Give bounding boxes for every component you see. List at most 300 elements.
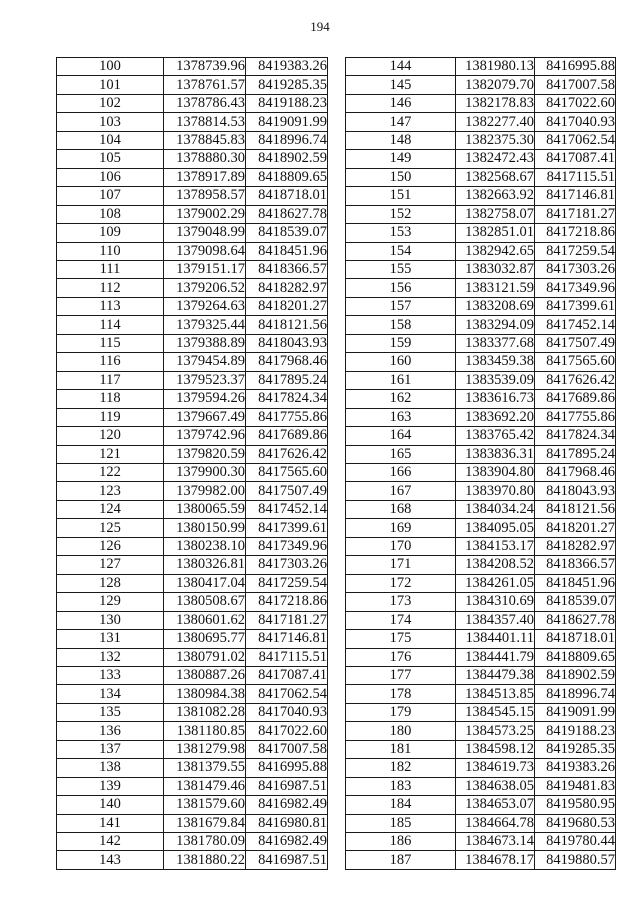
x-coordinate-cell: 1384095.05 bbox=[456, 519, 535, 537]
table-row bbox=[57, 58, 328, 76]
y-coordinate-cell: 8419580.95 bbox=[535, 796, 616, 814]
table-row bbox=[346, 279, 616, 297]
y-coordinate-cell: 8417115.51 bbox=[535, 168, 616, 186]
x-coordinate-cell: 1379667.49 bbox=[164, 408, 246, 426]
table-row bbox=[57, 94, 328, 112]
point-number-cell: 120 bbox=[57, 427, 164, 445]
y-coordinate-cell: 8417626.42 bbox=[246, 445, 328, 463]
point-number-cell: 110 bbox=[57, 242, 164, 260]
point-number-cell: 109 bbox=[57, 224, 164, 242]
point-number-cell: 161 bbox=[346, 371, 456, 389]
table-row bbox=[57, 463, 328, 481]
point-number-cell: 130 bbox=[57, 611, 164, 629]
point-number-cell: 178 bbox=[346, 685, 456, 703]
x-coordinate-cell: 1381980.13 bbox=[456, 58, 535, 76]
y-coordinate-cell: 8419780.44 bbox=[535, 833, 616, 851]
table-row bbox=[346, 611, 616, 629]
x-coordinate-cell: 1384401.11 bbox=[456, 630, 535, 648]
x-coordinate-cell: 1384573.25 bbox=[456, 722, 535, 740]
table-row bbox=[346, 814, 616, 832]
point-number-cell: 140 bbox=[57, 796, 164, 814]
table-row bbox=[57, 556, 328, 574]
x-coordinate-cell: 1383208.69 bbox=[456, 297, 535, 315]
y-coordinate-cell: 8419091.99 bbox=[246, 113, 328, 131]
table-row bbox=[346, 76, 616, 94]
point-number-cell: 177 bbox=[346, 666, 456, 684]
y-coordinate-cell: 8418902.59 bbox=[246, 150, 328, 168]
y-coordinate-cell: 8416980.81 bbox=[246, 814, 328, 832]
table-row bbox=[346, 390, 616, 408]
table-row bbox=[346, 224, 616, 242]
point-number-cell: 183 bbox=[346, 777, 456, 795]
y-coordinate-cell: 8417689.86 bbox=[246, 427, 328, 445]
x-coordinate-cell: 1379264.63 bbox=[164, 297, 246, 315]
coordinates-table-left bbox=[56, 57, 328, 870]
table-row bbox=[346, 187, 616, 205]
x-coordinate-cell: 1384664.78 bbox=[456, 814, 535, 832]
y-coordinate-cell: 8417349.96 bbox=[246, 537, 328, 555]
point-number-cell: 113 bbox=[57, 297, 164, 315]
x-coordinate-cell: 1384479.38 bbox=[456, 666, 535, 684]
point-number-cell: 166 bbox=[346, 463, 456, 481]
point-number-cell: 147 bbox=[346, 113, 456, 131]
point-number-cell: 151 bbox=[346, 187, 456, 205]
x-coordinate-cell: 1382568.67 bbox=[456, 168, 535, 186]
y-coordinate-cell: 8417146.81 bbox=[246, 630, 328, 648]
x-coordinate-cell: 1384310.69 bbox=[456, 593, 535, 611]
y-coordinate-cell: 8417146.81 bbox=[535, 187, 616, 205]
point-number-cell: 172 bbox=[346, 574, 456, 592]
x-coordinate-cell: 1381679.84 bbox=[164, 814, 246, 832]
table-row bbox=[346, 334, 616, 352]
point-number-cell: 105 bbox=[57, 150, 164, 168]
table-row bbox=[57, 150, 328, 168]
y-coordinate-cell: 8417755.86 bbox=[246, 408, 328, 426]
y-coordinate-cell: 8417062.54 bbox=[535, 131, 616, 149]
table-row bbox=[57, 168, 328, 186]
table-row bbox=[346, 796, 616, 814]
point-number-cell: 162 bbox=[346, 390, 456, 408]
table-row bbox=[346, 94, 616, 112]
point-number-cell: 100 bbox=[57, 58, 164, 76]
table-row bbox=[57, 740, 328, 758]
x-coordinate-cell: 1383121.59 bbox=[456, 279, 535, 297]
x-coordinate-cell: 1384034.24 bbox=[456, 500, 535, 518]
table-row bbox=[57, 334, 328, 352]
x-coordinate-cell: 1381082.28 bbox=[164, 703, 246, 721]
point-number-cell: 156 bbox=[346, 279, 456, 297]
y-coordinate-cell: 8418539.07 bbox=[535, 593, 616, 611]
table-row bbox=[346, 113, 616, 131]
x-coordinate-cell: 1380601.62 bbox=[164, 611, 246, 629]
table-row bbox=[57, 390, 328, 408]
table-row bbox=[57, 242, 328, 260]
y-coordinate-cell: 8419285.35 bbox=[246, 76, 328, 94]
x-coordinate-cell: 1378880.30 bbox=[164, 150, 246, 168]
x-coordinate-cell: 1380791.02 bbox=[164, 648, 246, 666]
y-coordinate-cell: 8417565.60 bbox=[246, 463, 328, 481]
y-coordinate-cell: 8417895.24 bbox=[535, 445, 616, 463]
point-number-cell: 128 bbox=[57, 574, 164, 592]
y-coordinate-cell: 8416995.88 bbox=[535, 58, 616, 76]
x-coordinate-cell: 1384441.79 bbox=[456, 648, 535, 666]
y-coordinate-cell: 8417022.60 bbox=[535, 94, 616, 112]
y-coordinate-cell: 8417062.54 bbox=[246, 685, 328, 703]
table-row bbox=[57, 113, 328, 131]
y-coordinate-cell: 8417968.46 bbox=[246, 353, 328, 371]
table-row bbox=[346, 297, 616, 315]
table-row bbox=[57, 408, 328, 426]
table-row bbox=[346, 556, 616, 574]
point-number-cell: 159 bbox=[346, 334, 456, 352]
x-coordinate-cell: 1382758.07 bbox=[456, 205, 535, 223]
table-row bbox=[346, 648, 616, 666]
x-coordinate-cell: 1379742.96 bbox=[164, 427, 246, 445]
point-number-cell: 142 bbox=[57, 833, 164, 851]
y-coordinate-cell: 8417087.41 bbox=[535, 150, 616, 168]
x-coordinate-cell: 1379982.00 bbox=[164, 482, 246, 500]
table-row bbox=[346, 666, 616, 684]
point-number-cell: 165 bbox=[346, 445, 456, 463]
point-number-cell: 124 bbox=[57, 500, 164, 518]
point-number-cell: 118 bbox=[57, 390, 164, 408]
table-row bbox=[346, 427, 616, 445]
table-row bbox=[57, 500, 328, 518]
y-coordinate-cell: 8419091.99 bbox=[535, 703, 616, 721]
table-row bbox=[57, 445, 328, 463]
y-coordinate-cell: 8418996.74 bbox=[535, 685, 616, 703]
x-coordinate-cell: 1382375.30 bbox=[456, 131, 535, 149]
x-coordinate-cell: 1383377.68 bbox=[456, 334, 535, 352]
table-row bbox=[57, 630, 328, 648]
point-number-cell: 141 bbox=[57, 814, 164, 832]
x-coordinate-cell: 1378739.96 bbox=[164, 58, 246, 76]
y-coordinate-cell: 8418121.56 bbox=[535, 500, 616, 518]
x-coordinate-cell: 1380508.67 bbox=[164, 593, 246, 611]
y-coordinate-cell: 8417303.26 bbox=[246, 556, 328, 574]
table-row bbox=[346, 519, 616, 537]
table-row bbox=[57, 685, 328, 703]
y-coordinate-cell: 8419481.83 bbox=[535, 777, 616, 795]
point-number-cell: 169 bbox=[346, 519, 456, 537]
y-coordinate-cell: 8418366.57 bbox=[246, 260, 328, 278]
y-coordinate-cell: 8418718.01 bbox=[246, 187, 328, 205]
point-number-cell: 176 bbox=[346, 648, 456, 666]
y-coordinate-cell: 8417087.41 bbox=[246, 666, 328, 684]
y-coordinate-cell: 8418282.97 bbox=[246, 279, 328, 297]
y-coordinate-cell: 8416982.49 bbox=[246, 833, 328, 851]
x-coordinate-cell: 1379820.59 bbox=[164, 445, 246, 463]
x-coordinate-cell: 1383692.20 bbox=[456, 408, 535, 426]
y-coordinate-cell: 8417968.46 bbox=[535, 463, 616, 481]
x-coordinate-cell: 1384678.17 bbox=[456, 851, 535, 869]
table-row bbox=[346, 630, 616, 648]
table-row bbox=[57, 851, 328, 869]
x-coordinate-cell: 1378917.89 bbox=[164, 168, 246, 186]
y-coordinate-cell: 8418121.56 bbox=[246, 316, 328, 334]
table-row bbox=[57, 722, 328, 740]
x-coordinate-cell: 1380065.59 bbox=[164, 500, 246, 518]
x-coordinate-cell: 1379002.29 bbox=[164, 205, 246, 223]
table-row bbox=[346, 260, 616, 278]
x-coordinate-cell: 1378786.43 bbox=[164, 94, 246, 112]
table-row bbox=[57, 611, 328, 629]
table-row bbox=[346, 58, 616, 76]
y-coordinate-cell: 8418043.93 bbox=[535, 482, 616, 500]
x-coordinate-cell: 1384545.15 bbox=[456, 703, 535, 721]
x-coordinate-cell: 1382663.92 bbox=[456, 187, 535, 205]
y-coordinate-cell: 8418201.27 bbox=[246, 297, 328, 315]
x-coordinate-cell: 1379388.89 bbox=[164, 334, 246, 352]
x-coordinate-cell: 1381279.98 bbox=[164, 740, 246, 758]
y-coordinate-cell: 8419188.23 bbox=[535, 722, 616, 740]
y-coordinate-cell: 8417218.86 bbox=[535, 224, 616, 242]
y-coordinate-cell: 8416982.49 bbox=[246, 796, 328, 814]
x-coordinate-cell: 1379325.44 bbox=[164, 316, 246, 334]
y-coordinate-cell: 8418366.57 bbox=[535, 556, 616, 574]
x-coordinate-cell: 1384513.85 bbox=[456, 685, 535, 703]
point-number-cell: 115 bbox=[57, 334, 164, 352]
y-coordinate-cell: 8417218.86 bbox=[246, 593, 328, 611]
point-number-cell: 160 bbox=[346, 353, 456, 371]
table-row bbox=[346, 851, 616, 869]
y-coordinate-cell: 8417259.54 bbox=[535, 242, 616, 260]
table-row bbox=[57, 777, 328, 795]
y-coordinate-cell: 8419188.23 bbox=[246, 94, 328, 112]
table-row bbox=[346, 685, 616, 703]
point-number-cell: 180 bbox=[346, 722, 456, 740]
x-coordinate-cell: 1384619.73 bbox=[456, 759, 535, 777]
point-number-cell: 139 bbox=[57, 777, 164, 795]
table-row bbox=[57, 131, 328, 149]
y-coordinate-cell: 8418902.59 bbox=[535, 666, 616, 684]
table-row bbox=[57, 297, 328, 315]
point-number-cell: 144 bbox=[346, 58, 456, 76]
y-coordinate-cell: 8418627.78 bbox=[535, 611, 616, 629]
y-coordinate-cell: 8417565.60 bbox=[535, 353, 616, 371]
x-coordinate-cell: 1384673.14 bbox=[456, 833, 535, 851]
table-row bbox=[57, 316, 328, 334]
table-row bbox=[57, 574, 328, 592]
point-number-cell: 186 bbox=[346, 833, 456, 851]
point-number-cell: 103 bbox=[57, 113, 164, 131]
x-coordinate-cell: 1382178.83 bbox=[456, 94, 535, 112]
y-coordinate-cell: 8418451.96 bbox=[246, 242, 328, 260]
y-coordinate-cell: 8416987.51 bbox=[246, 851, 328, 869]
table-row bbox=[346, 168, 616, 186]
x-coordinate-cell: 1384153.17 bbox=[456, 537, 535, 555]
table-row bbox=[57, 796, 328, 814]
x-coordinate-cell: 1379594.26 bbox=[164, 390, 246, 408]
x-coordinate-cell: 1384208.52 bbox=[456, 556, 535, 574]
y-coordinate-cell: 8417349.96 bbox=[535, 279, 616, 297]
y-coordinate-cell: 8418809.65 bbox=[535, 648, 616, 666]
point-number-cell: 171 bbox=[346, 556, 456, 574]
point-number-cell: 149 bbox=[346, 150, 456, 168]
y-coordinate-cell: 8417895.24 bbox=[246, 371, 328, 389]
x-coordinate-cell: 1378814.53 bbox=[164, 113, 246, 131]
point-number-cell: 167 bbox=[346, 482, 456, 500]
point-number-cell: 108 bbox=[57, 205, 164, 223]
table-row bbox=[346, 408, 616, 426]
point-number-cell: 137 bbox=[57, 740, 164, 758]
point-number-cell: 129 bbox=[57, 593, 164, 611]
table-row bbox=[346, 353, 616, 371]
x-coordinate-cell: 1378761.57 bbox=[164, 76, 246, 94]
point-number-cell: 123 bbox=[57, 482, 164, 500]
table-row bbox=[57, 666, 328, 684]
table-row bbox=[346, 740, 616, 758]
point-number-cell: 121 bbox=[57, 445, 164, 463]
x-coordinate-cell: 1381180.85 bbox=[164, 722, 246, 740]
x-coordinate-cell: 1379098.64 bbox=[164, 242, 246, 260]
y-coordinate-cell: 8417040.93 bbox=[246, 703, 328, 721]
table-row bbox=[57, 427, 328, 445]
x-coordinate-cell: 1381880.22 bbox=[164, 851, 246, 869]
y-coordinate-cell: 8418996.74 bbox=[246, 131, 328, 149]
point-number-cell: 175 bbox=[346, 630, 456, 648]
point-number-cell: 102 bbox=[57, 94, 164, 112]
table-row bbox=[346, 759, 616, 777]
table-row bbox=[57, 814, 328, 832]
y-coordinate-cell: 8418539.07 bbox=[246, 224, 328, 242]
x-coordinate-cell: 1381780.09 bbox=[164, 833, 246, 851]
y-coordinate-cell: 8417452.14 bbox=[246, 500, 328, 518]
x-coordinate-cell: 1383836.31 bbox=[456, 445, 535, 463]
y-coordinate-cell: 8419383.26 bbox=[535, 759, 616, 777]
table-row bbox=[57, 482, 328, 500]
point-number-cell: 116 bbox=[57, 353, 164, 371]
point-number-cell: 153 bbox=[346, 224, 456, 242]
x-coordinate-cell: 1378958.57 bbox=[164, 187, 246, 205]
y-coordinate-cell: 8417022.60 bbox=[246, 722, 328, 740]
x-coordinate-cell: 1381579.60 bbox=[164, 796, 246, 814]
x-coordinate-cell: 1383032.87 bbox=[456, 260, 535, 278]
y-coordinate-cell: 8417007.58 bbox=[246, 740, 328, 758]
x-coordinate-cell: 1383539.09 bbox=[456, 371, 535, 389]
point-number-cell: 179 bbox=[346, 703, 456, 721]
point-number-cell: 125 bbox=[57, 519, 164, 537]
x-coordinate-cell: 1380887.26 bbox=[164, 666, 246, 684]
x-coordinate-cell: 1379206.52 bbox=[164, 279, 246, 297]
point-number-cell: 184 bbox=[346, 796, 456, 814]
table-row bbox=[346, 205, 616, 223]
y-coordinate-cell: 8419880.57 bbox=[535, 851, 616, 869]
point-number-cell: 146 bbox=[346, 94, 456, 112]
point-number-cell: 155 bbox=[346, 260, 456, 278]
x-coordinate-cell: 1383294.09 bbox=[456, 316, 535, 334]
x-coordinate-cell: 1379151.17 bbox=[164, 260, 246, 278]
x-coordinate-cell: 1383765.42 bbox=[456, 427, 535, 445]
x-coordinate-cell: 1380150.99 bbox=[164, 519, 246, 537]
table-row bbox=[57, 537, 328, 555]
x-coordinate-cell: 1384357.40 bbox=[456, 611, 535, 629]
y-coordinate-cell: 8417689.86 bbox=[535, 390, 616, 408]
x-coordinate-cell: 1380984.38 bbox=[164, 685, 246, 703]
point-number-cell: 106 bbox=[57, 168, 164, 186]
table-row bbox=[57, 371, 328, 389]
x-coordinate-cell: 1379523.37 bbox=[164, 371, 246, 389]
table-row bbox=[346, 482, 616, 500]
point-number-cell: 182 bbox=[346, 759, 456, 777]
y-coordinate-cell: 8417452.14 bbox=[535, 316, 616, 334]
y-coordinate-cell: 8417115.51 bbox=[246, 648, 328, 666]
y-coordinate-cell: 8417824.34 bbox=[535, 427, 616, 445]
table-row bbox=[57, 519, 328, 537]
point-number-cell: 173 bbox=[346, 593, 456, 611]
x-coordinate-cell: 1381479.46 bbox=[164, 777, 246, 795]
y-coordinate-cell: 8418451.96 bbox=[535, 574, 616, 592]
y-coordinate-cell: 8418809.65 bbox=[246, 168, 328, 186]
point-number-cell: 114 bbox=[57, 316, 164, 334]
x-coordinate-cell: 1380238.10 bbox=[164, 537, 246, 555]
x-coordinate-cell: 1380326.81 bbox=[164, 556, 246, 574]
point-number-cell: 181 bbox=[346, 740, 456, 758]
x-coordinate-cell: 1384598.12 bbox=[456, 740, 535, 758]
table-row bbox=[57, 353, 328, 371]
table-row bbox=[346, 722, 616, 740]
point-number-cell: 154 bbox=[346, 242, 456, 260]
table-row bbox=[57, 703, 328, 721]
point-number-cell: 158 bbox=[346, 316, 456, 334]
x-coordinate-cell: 1382472.43 bbox=[456, 150, 535, 168]
table-row bbox=[346, 463, 616, 481]
point-number-cell: 143 bbox=[57, 851, 164, 869]
y-coordinate-cell: 8418627.78 bbox=[246, 205, 328, 223]
point-number-cell: 150 bbox=[346, 168, 456, 186]
y-coordinate-cell: 8417303.26 bbox=[535, 260, 616, 278]
table-row bbox=[346, 445, 616, 463]
point-number-cell: 127 bbox=[57, 556, 164, 574]
table-row bbox=[57, 648, 328, 666]
table-row bbox=[346, 371, 616, 389]
x-coordinate-cell: 1380695.77 bbox=[164, 630, 246, 648]
x-coordinate-cell: 1379048.99 bbox=[164, 224, 246, 242]
point-number-cell: 111 bbox=[57, 260, 164, 278]
point-number-cell: 168 bbox=[346, 500, 456, 518]
y-coordinate-cell: 8417007.58 bbox=[535, 76, 616, 94]
y-coordinate-cell: 8417181.27 bbox=[246, 611, 328, 629]
y-coordinate-cell: 8417181.27 bbox=[535, 205, 616, 223]
x-coordinate-cell: 1384261.05 bbox=[456, 574, 535, 592]
point-number-cell: 126 bbox=[57, 537, 164, 555]
x-coordinate-cell: 1379900.30 bbox=[164, 463, 246, 481]
table-row bbox=[346, 703, 616, 721]
point-number-cell: 101 bbox=[57, 76, 164, 94]
y-coordinate-cell: 8418718.01 bbox=[535, 630, 616, 648]
y-coordinate-cell: 8418201.27 bbox=[535, 519, 616, 537]
point-number-cell: 148 bbox=[346, 131, 456, 149]
page-number: 194 bbox=[310, 19, 330, 34]
point-number-cell: 163 bbox=[346, 408, 456, 426]
table-row bbox=[346, 242, 616, 260]
point-number-cell: 133 bbox=[57, 666, 164, 684]
x-coordinate-cell: 1384638.05 bbox=[456, 777, 535, 795]
y-coordinate-cell: 8417824.34 bbox=[246, 390, 328, 408]
x-coordinate-cell: 1383970.80 bbox=[456, 482, 535, 500]
table-row bbox=[346, 574, 616, 592]
point-number-cell: 135 bbox=[57, 703, 164, 721]
x-coordinate-cell: 1383904.80 bbox=[456, 463, 535, 481]
table-row bbox=[346, 593, 616, 611]
x-coordinate-cell: 1378845.83 bbox=[164, 131, 246, 149]
y-coordinate-cell: 8418282.97 bbox=[535, 537, 616, 555]
table-row bbox=[346, 131, 616, 149]
x-coordinate-cell: 1382079.70 bbox=[456, 76, 535, 94]
coordinates-table-right bbox=[345, 57, 616, 870]
table-row bbox=[57, 224, 328, 242]
point-number-cell: 122 bbox=[57, 463, 164, 481]
